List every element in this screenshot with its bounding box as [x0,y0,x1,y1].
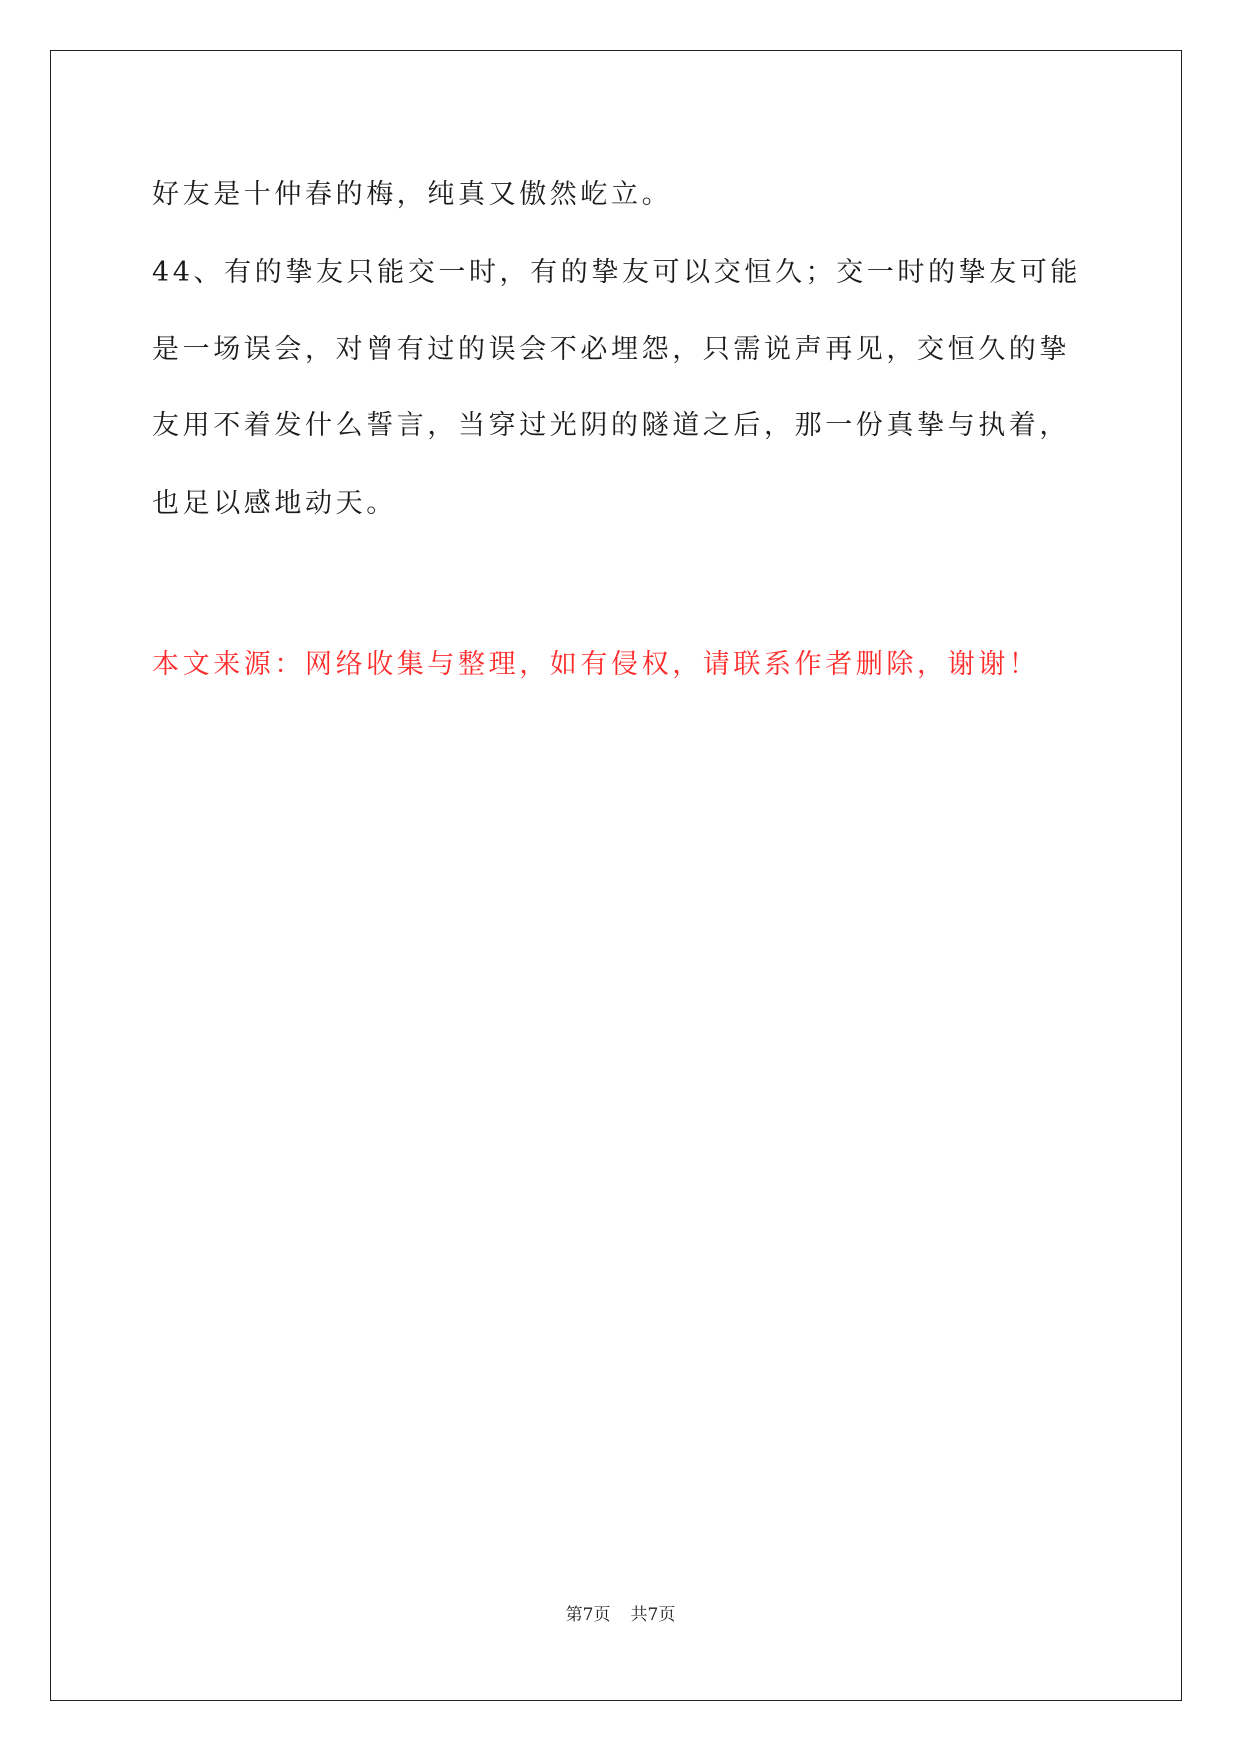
body-text-line: 好友是十仲春的梅，纯真又傲然屹立。 [152,179,673,210]
body-text-line: 也足以感地动天。 [152,488,397,519]
source-note: 本文来源：网络收集与整理，如有侵权，请联系作者删除，谢谢！ [152,649,1040,680]
body-text-line: 友用不着发什么誓言，当穿过光阴的隧道之后，那一份真挚与执着， [152,410,1070,441]
body-text-line: 44、有的挚友只能交一时，有的挚友可以交恒久；交一时的挚友可能 [152,257,1081,288]
page-frame [50,50,1182,1701]
total-pages-label: 共7页 [630,1605,676,1625]
page-footer [0,1607,1241,1624]
body-text-line: 是一场误会，对曾有过的误会不必埋怨，只需说声再见，交恒久的挚 [152,334,1070,365]
current-page-label: 第7页 [565,1605,611,1625]
